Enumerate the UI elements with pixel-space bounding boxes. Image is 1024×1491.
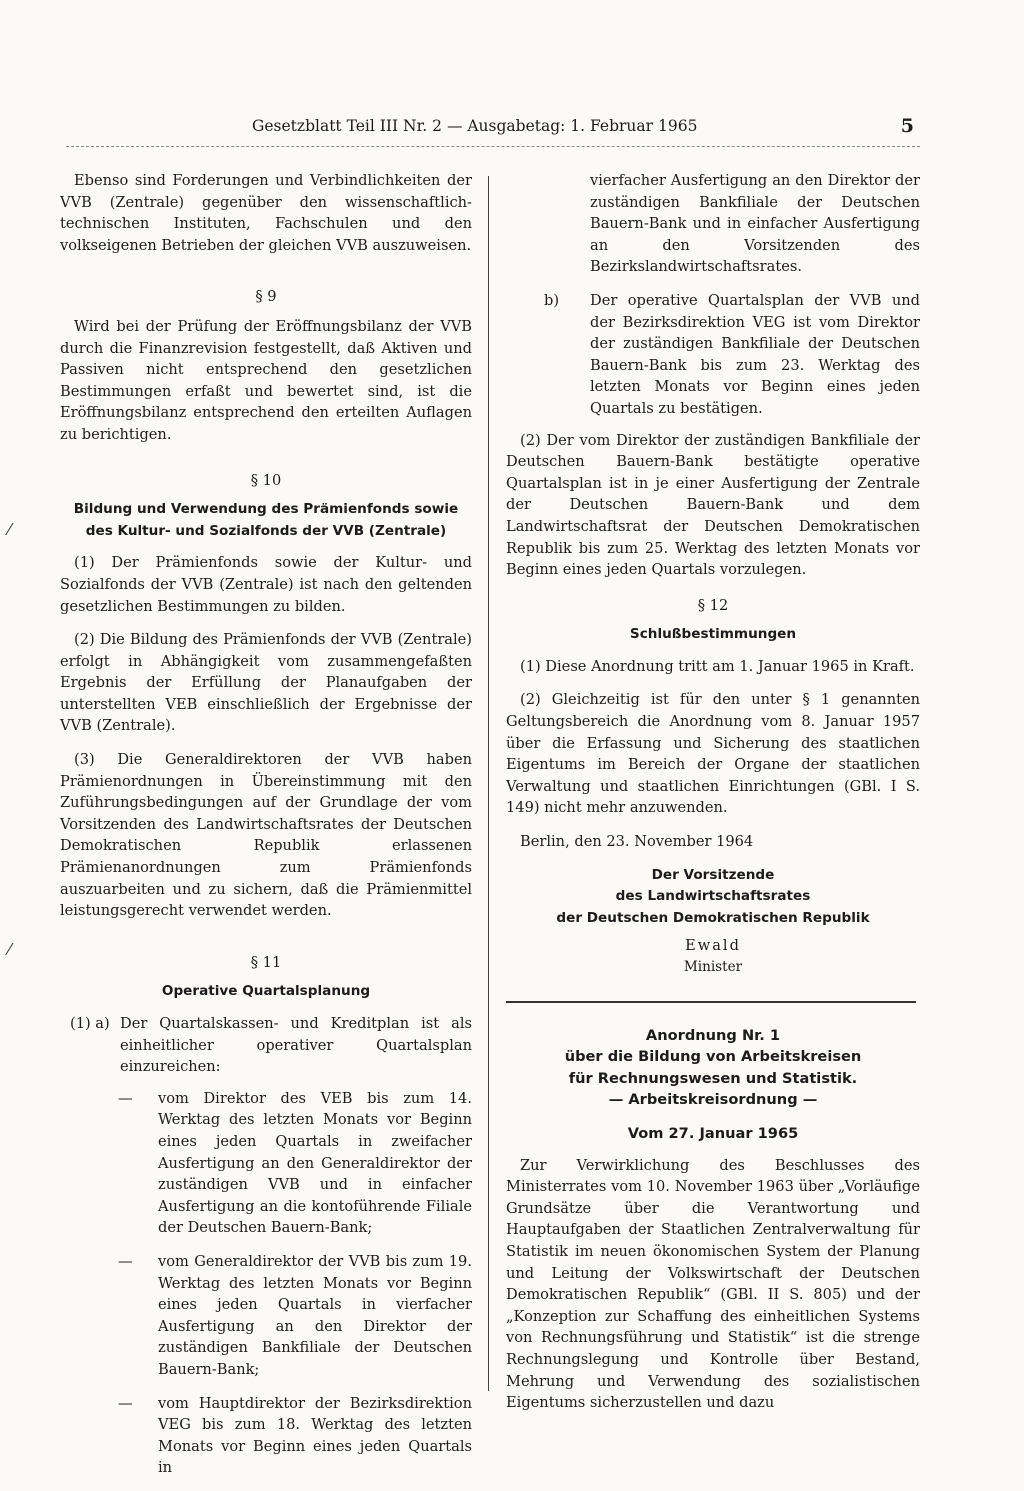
item-text: Der Quartalskassen- und Kreditplan ist als einheitlicher operativer Quartalsplan einzureichen: (120, 1015, 472, 1076)
page-header (66, 112, 920, 147)
intro-paragraph: Ebenso sind Forderungen und Verbindlichkeiten der VVB (Zentrale) gegenüber den wissenschaftlich-technischen Instituten, Fachschulen und den volkseigenen Betrieben der gleichen VVB auszuweisen. (60, 172, 472, 254)
list-item-text: vom Generaldirektor der VVB bis zum 19. Werktag des letzten Monats vor Beginn eines jeden Quartals in vierfacher Ausfertigung an den Direktor der zuständigen Bankfiliale der Deutschen Bauern-Bank; (158, 1252, 472, 1378)
dash-mark: — (118, 1089, 133, 1107)
signature-role: Minister (683, 959, 743, 975)
column-divider (488, 176, 489, 1391)
section-11-item-b (530, 290, 920, 420)
section-12-title: § 12 (697, 596, 729, 614)
ordinance-preamble: Zur Verwirklichung des Beschlusses des Ministerrates vom 10. November 1963 über „Vorläufige Grundsätze über die Verantwortung und Hauptaufgaben der Staatlichen Zentralverwaltung für Statistik im neuen ökonomischen System der Planung und Leitung der Volkswirtschaft der Deutschen Demokratischen Republik“ (GBl. II S. 805) und der „Konzeption zur Schaffung des einheitlichen Systems von Rechnungsführung und Statistik“ ist die strenge Rechnungslegung und Kontrolle über Bestand, Mehrung und Verwendung des sozialistischen Eigentums sicherzustellen und dazu (506, 1156, 920, 1412)
signature-line-1: Der Vorsitzende (651, 866, 775, 883)
section-11-item-a (60, 1013, 472, 1078)
section-10-paragraph-3: (3) Die Generaldirektoren der VVB haben Prämienordnungen in Übereinstimmung mit den Zuführungsbedingungen auf der Grundlage der vom Vorsitzenden des Landwirtschaftsrates der Deutschen Demokratischen Republik erlassenen Prämienanordnungen zum Prämienfonds auszuarbeiten und zu sichern, daß die Prämienmittel leistungsgerecht verwendet werden. (60, 751, 472, 920)
list-item (118, 1251, 472, 1381)
section-12-heading: Schlußbestimmungen (629, 626, 797, 643)
page-number: 5 (900, 115, 914, 137)
section-10-paragraph-2: (2) Die Bildung des Prämienfonds der VVB (Zentrale) erfolgt in Abhängigkeit vom zusammengefaßten Ergebnis der Erfüllung der Planaufgaben der unterstellten VEB einschließlich der Ergebnisse der VVB (Zentrale). (60, 631, 472, 735)
ordinance-title-2: über die Bildung von Arbeitskreisen (564, 1048, 862, 1066)
margin-tick-mark: ⁄ (8, 520, 11, 539)
section-10-title: § 10 (250, 471, 282, 489)
signature-name: Ewald (685, 937, 741, 955)
continued-paragraph: vierfacher Ausfertigung an den Direktor der zuständigen Bankfiliale der Deutschen Bauern-Bank und in einfacher Ausfertigung an den Vorsitzenden des Bezirkslandwirtschaftsrates. (590, 172, 920, 276)
ordinance-date: Vom 27. Januar 1965 (627, 1124, 799, 1142)
left-column (60, 170, 472, 1491)
section-10-paragraph-1: (1) Der Prämienfonds sowie der Kultur- und Sozialfonds der VVB (Zentrale) ist nach den geltenden gesetzlichen Bestimmungen zu bilden. (60, 554, 472, 615)
header-title: Gesetzblatt Teil III Nr. 2 — Ausgabetag: 1. Februar 1965 (252, 117, 698, 135)
right-column (506, 170, 920, 1426)
ordinance-subtitle: — Arbeitskreisordnung — (608, 1091, 818, 1109)
section-10-heading: Bildung und Verwendung des Prämienfonds sowie des Kultur- und Sozialfonds der VVB (Zentrale) (73, 501, 459, 539)
ordinance-title-3: für Rechnungswesen und Statistik. (568, 1069, 858, 1087)
dash-mark: — (118, 1252, 133, 1270)
section-divider (506, 1001, 916, 1003)
item-label: b) (544, 291, 560, 309)
section-9-title: § 9 (255, 288, 277, 306)
section-11-heading: Operative Quartalsplanung (161, 983, 371, 1000)
list-item-text: vom Hauptdirektor der Bezirksdirektion VEG bis zum 18. Werktag des letzten Monats vor Beginn eines jeden Quartals in (158, 1394, 472, 1477)
section-9-text: Wird bei der Prüfung der Eröffnungsbilanz der VVB durch die Finanzrevision festgestellt, daß Aktiven und Passiven nicht entsprechend den gesetzlichen Bestimmungen erfaßt und bewertet sind, ist die Eröffnungsbilanz entsprechend den erteilten Auflagen zu berichtigen. (60, 317, 472, 443)
margin-tick-mark: ⁄ (8, 940, 11, 959)
section-11-title: § 11 (250, 953, 282, 971)
signature-line-2: des Landwirtschaftsrates (615, 888, 811, 905)
signature-line-3: der Deutschen Demokratischen Republik (556, 909, 870, 926)
list-item-text: vom Direktor des VEB bis zum 14. Werktag des letzten Monats vor Beginn eines jeden Quartals in zweifacher Ausfertigung an den Generaldirektor der zuständigen VVB und in einfacher Ausfertigung an die kontoführende Filiale der Deutschen Bauern-Bank; (158, 1089, 472, 1237)
section-12-paragraph-1: (1) Diese Anordnung tritt am 1. Januar 1965 in Kraft. (520, 657, 915, 675)
item-label: (1) a) (70, 1015, 110, 1032)
list-item (118, 1393, 472, 1479)
item-text: Der operative Quartalsplan der VVB und der Bezirksdirektion VEG ist vom Direktor der zuständigen Bankfiliale der Deutschen Bauern-Bank bis zum 23. Werktag des letzten Monats vor Beginn eines jeden Quartals zu bestätigen. (590, 291, 920, 417)
signature-date: Berlin, den 23. November 1964 (520, 833, 754, 851)
ordinance-title-1: Anordnung Nr. 1 (645, 1026, 781, 1044)
section-11-paragraph-2: (2) Der vom Direktor der zuständigen Bankfiliale der Deutschen Bauern-Bank bestätigte operative Quartalsplan ist in je einer Ausfertigung der Zentrale der Deutschen Bauern-Bank und dem Landwirtschaftsrat der Deutschen Demokratischen Republik bis zum 25. Werktag des letzten Monats vor Beginn eines jeden Quartals vorzulegen. (506, 431, 920, 579)
dash-mark: — (118, 1394, 133, 1412)
section-12-paragraph-2: (2) Gleichzeitig ist für den unter § 1 genannten Geltungsbereich die Anordnung vom 8. Januar 1957 über die Erfassung und Sicherung des staatlichen Eigentums im Bereich der Organe der staatlichen Verwaltung und staatlichen Einrichtungen (GBl. I S. 149) nicht mehr anzuwenden. (506, 691, 920, 817)
list-item (118, 1088, 472, 1239)
